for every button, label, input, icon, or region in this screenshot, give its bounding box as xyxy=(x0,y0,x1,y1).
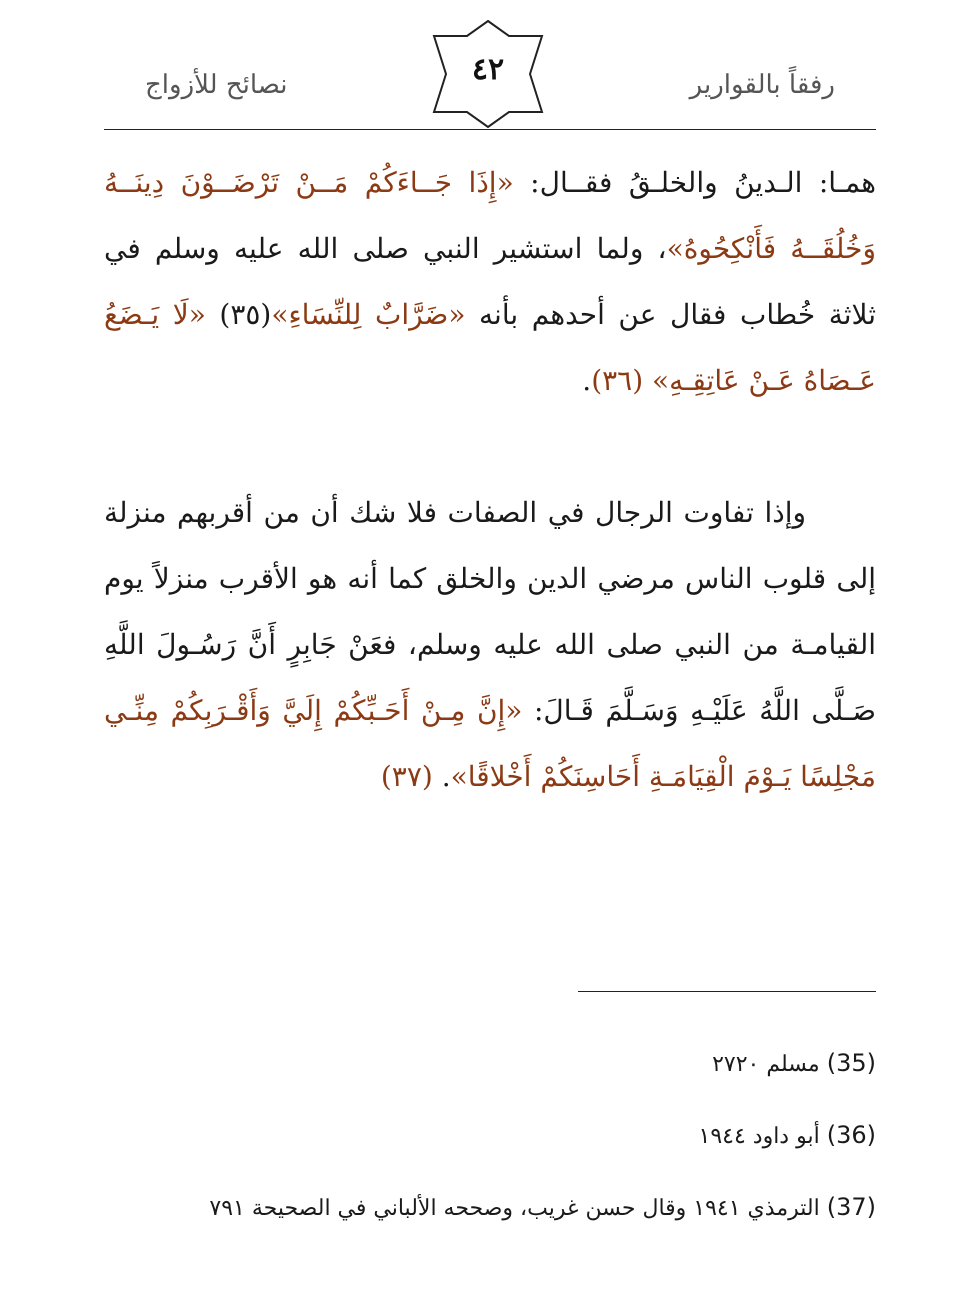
footnotes xyxy=(104,1028,876,1244)
footnote-number: (37) xyxy=(826,1193,876,1221)
footnote-item xyxy=(104,1100,876,1172)
book-title: رفقاً بالقوارير xyxy=(689,70,835,100)
footnote-text: مسلم ٢٧٢٠ xyxy=(712,1052,827,1077)
text-run: وإذا تفاوت الرجال في الصفات فلا شك أن من أقربهم منزلة إلى قلوب الناس مرضي الدين والخلق كما أنه هو الأقرب منزلاً يوم القيامـة من النبي صلى الله عليه وسلم، فعَنْ جَابِرٍ أَنَّ رَسُـولَ اللَّهِ صَـلَّى اللَّهُ عَلَيْـهِ وَسَـلَّمَ قَـالَ: xyxy=(104,496,877,727)
footnote-item xyxy=(104,1172,876,1244)
page-number-badge xyxy=(430,20,546,128)
hadith-quote: «ضَرَّابٌ لِلنِّسَاءِ» xyxy=(271,298,466,331)
text-run: همـا: الـدينُ والخلـقُ فقــال: xyxy=(513,166,876,199)
header-divider xyxy=(104,129,876,130)
page-number: ٤٢ xyxy=(471,52,505,87)
footnote-text: أبو داود ١٩٤٤ xyxy=(698,1124,827,1149)
paragraph-2 xyxy=(104,480,876,810)
footnote-number: (35) xyxy=(826,1049,876,1077)
section-title: نصائح للأزواج xyxy=(145,70,288,100)
hadith-quote: «إِذَا جَــاءَكُمْ مَــنْ تَرْضَــوْنَ دِينَــهُ وَخُلُقَــهُ فَأَنْكِحُوهُ» xyxy=(104,166,876,265)
text-run: . xyxy=(582,364,592,397)
hadith-quote: «لَا يَـضَعُ عَـصَاهُ عَـنْ عَاتِقِـهِ» xyxy=(104,298,876,397)
text-run: ، ولما استشير النبي صلى الله عليه وسلم في ثلاثة خُطاب فقال عن أحدهم بأنه xyxy=(104,232,877,331)
text-run xyxy=(206,298,220,331)
text-run: . xyxy=(432,760,451,793)
footnote-number: (36) xyxy=(826,1121,876,1149)
footnote-text: الترمذي ١٩٤١ وقال حسن غريب، وصححه الألباني في الصحيحة ٧٩١ xyxy=(209,1196,827,1221)
hadith-quote: «إِنَّ مِـنْ أَحَـبِّكُمْ إِلَيَّ وَأَقْـرَبِكُمْ مِنِّـي مَجْلِسًا يَـوْمَ الْقِيَامَـةِ أَحَاسِنَكُمْ أَخْلاقًا» xyxy=(104,694,876,793)
footnote-ref: (٣٥) xyxy=(219,298,272,331)
footnote-item xyxy=(104,1028,876,1100)
paragraph-1 xyxy=(104,150,876,414)
footnote-ref: (٣٦) xyxy=(591,364,653,397)
footnote-ref: (٣٧) xyxy=(380,760,433,793)
footnote-divider xyxy=(578,991,876,992)
page-header xyxy=(0,0,980,140)
